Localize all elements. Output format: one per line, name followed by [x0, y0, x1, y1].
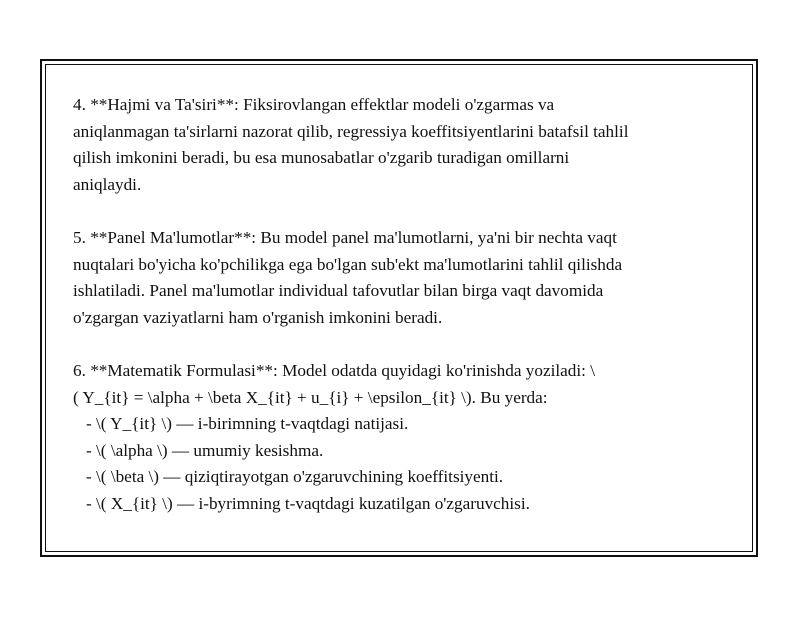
list-item: - \( \beta \) — qiziqtirayotgan o'zgaruvchining koeffitsiyenti. [86, 467, 504, 487]
text-line: aniqlanmagan ta'sirlarni nazorat qilib, regressiya koeffitsiyentlarini batafsil tahlil [73, 121, 629, 141]
text-line: ( Y_{it} = \alpha + \beta X_{it} + u_{i} + \epsilon_{it} \). Bu yerda: [73, 387, 548, 407]
list-item: - \( Y_{it} \) — i-birimning t-vaqtdagi natijasi. [86, 414, 409, 434]
text-line: 5. **Panel Ma'lumotlar**: Bu model panel ma'lumotlarni, ya'ni bir nechta vaqt [73, 227, 617, 247]
paragraph-matematik-formulasi [73, 358, 733, 518]
text-line: ishlatiladi. Panel ma'lumotlar individual tafovutlar bilan birga vaqt davomida [73, 281, 604, 301]
text-line: nuqtalari bo'yicha ko'pchilikga ega bo'lgan sub'ekt ma'lumotlarini tahlil qilishda [73, 254, 623, 274]
paragraph-panel-malumotlar [73, 225, 733, 331]
text-line: qilish imkonini beradi, bu esa munosabatlar o'zgarib turadigan omillarni [73, 148, 570, 168]
text-line: aniqlaydi. [73, 174, 142, 194]
document-body [73, 92, 733, 544]
text-line: 4. **Hajmi va Ta'siri**: Fiksirovlangan effektlar modeli o'zgarmas va [73, 95, 555, 114]
text-line: o'zgargan vaziyatlarni ham o'rganish imkonini beradi. [73, 307, 443, 327]
list-item: - \( X_{it} \) — i-byrimning t-vaqtdagi kuzatilgan o'zgaruvchisi. [86, 493, 530, 513]
list-item: - \( \alpha \) — umumiy kesishma. [86, 440, 324, 460]
text-line: 6. **Matematik Formulasi**: Model odatda quyidagi ko'rinishda yoziladi: \ [73, 360, 595, 380]
paragraph-hajmi-va-tasiri [73, 92, 733, 198]
